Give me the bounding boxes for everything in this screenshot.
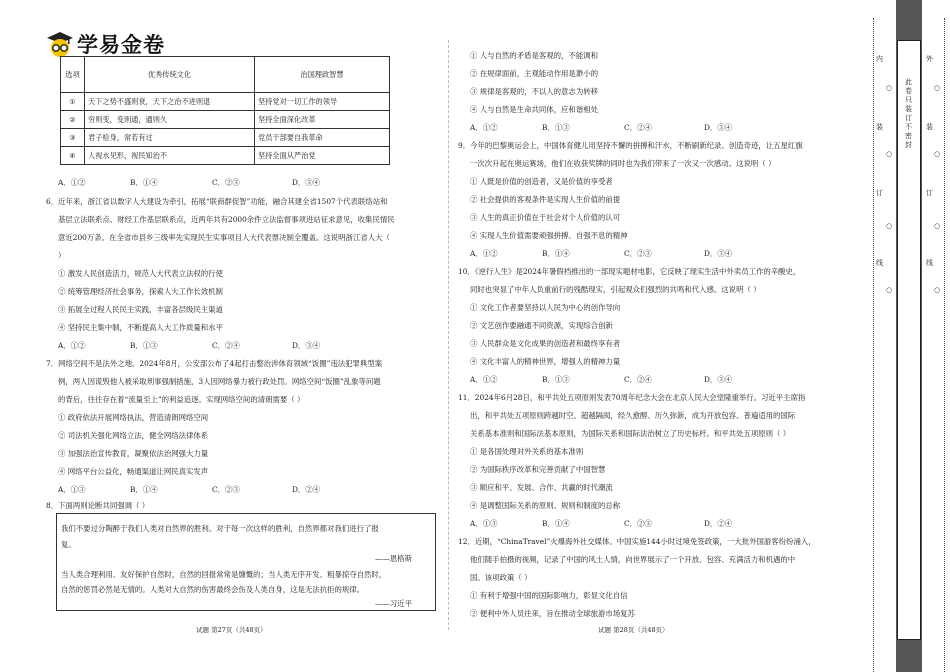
logo-text: 学易金卷	[77, 33, 165, 57]
table-cell: 天下之势不盛则衰，天下之治不进则退	[85, 93, 255, 111]
answer-b: B．①④	[542, 519, 570, 528]
question-stem: 12．近期，“ChinaTravel”火爆海外社交媒体。中国实施144小时过境免签政策，一大批外国游客纷纷涌入，	[458, 537, 816, 546]
question-stem: 9．今年的巴黎奥运会上，中国体育健儿用坚持不懈的拼搏和汗水，不断刷新纪录、创造奇迹，让五星红旗	[458, 141, 803, 150]
table-cell: 坚持全面从严治党	[255, 147, 390, 165]
table-cell: 穷则变，变则通，通则久	[85, 111, 255, 129]
answer-d: D．③④	[292, 341, 321, 350]
question-option: ③ 规律是客观的，不以人的意志为转移	[470, 87, 598, 96]
binding-word: 线	[876, 259, 883, 267]
question-option: ① 政府依法开展网络执法，营造清朗网络空间	[58, 413, 209, 422]
table-cell: 君子检身，常若有过	[85, 129, 255, 147]
binding-circle: ○	[934, 84, 941, 92]
quote-author: ——习近平	[375, 599, 412, 608]
answer-d: D．③④	[704, 375, 733, 384]
answer-a: A．①②	[58, 178, 86, 187]
answer-b: B．①③	[542, 375, 570, 384]
question-stem: 意近200万条。在全省市县乡三级率先实现民生实事项目人大代表票决制全覆盖。这说明浙江省人大（	[58, 233, 390, 242]
question-option: ② 统筹管理经济社会事务，探索人大工作长效机制	[58, 287, 223, 296]
table-cell: 党员干部要自我革命	[255, 129, 390, 147]
quote-text: 当人类合理利用、友好保护自然时，自然的回报常常是慷慨的；当人类无序开发、粗暴掠夺自然时，	[61, 570, 387, 579]
answer-d: D．②④	[292, 485, 321, 494]
quote-box	[56, 513, 436, 611]
question-option: ② 在规律面前，主观能动作用是渺小的	[470, 69, 598, 78]
answer-c: C．②④	[624, 375, 652, 384]
question-option: ③ 人生的真正价值在于社会对个人价值的认可	[470, 213, 621, 222]
question-stem: 7．网络空间不是法外之地。2024年8月，公安部公布了4起打击整治涉体育领域“饭圈”违法犯罪典型案	[46, 359, 383, 368]
question-option: ② 便利中外人员往来，旨在推动全球旅游市场复苏	[470, 609, 635, 618]
table-cell: ④	[61, 147, 85, 165]
question-stem: 关系基本准则和国际法基本原则，为国际关系和国际法治树立了历史标杆。和平共处五项原则（ ）	[470, 429, 791, 438]
answer-b: B．①③	[542, 123, 570, 132]
table-cell: 坚持党对一切工作的领导	[255, 93, 390, 111]
question-stem: 他们随手拍摄的视频，记录了中国的风土人情，向世界展示了一个开放、包容、充满活力和机遇的中	[470, 555, 796, 564]
question-stem: 11．2024年6月28日，和平共处五项原则发表70周年纪念大会在北京人民大会堂隆重举行。习近平主席指	[458, 393, 806, 402]
quote-text: 自然的惩罚必然是无情的。人类对大自然的伤害最终会伤及人类自身，这是无法抗拒的规律。	[61, 585, 365, 594]
table-header-culture: 优秀传统文化	[85, 57, 255, 93]
answer-d: D．③④	[704, 123, 733, 132]
binding-circle: ○	[934, 286, 941, 294]
question-option: ① 激发人民创造活力，规范人大代表立法权的行使	[58, 269, 223, 278]
table-cell: 人视水见形，视民知治不	[85, 147, 255, 165]
answer-c: C．②④	[212, 341, 240, 350]
binding-circle: ○	[934, 150, 941, 158]
question-option: ① 文化工作者要坚持以人民为中心的创作导向	[470, 303, 621, 312]
page-footer: 试题 第28页（共48页）	[598, 626, 669, 634]
question-stem: 国。该项政策（ ）	[470, 573, 532, 582]
answer-a: A．①③	[470, 519, 498, 528]
table-row	[61, 129, 390, 147]
answer-d: D．②④	[704, 519, 733, 528]
question-option: ② 为国际秩序改革和完善贡献了中国智慧	[470, 465, 606, 474]
question-option: ② 司法机关强化网络立法，健全网络法律体系	[58, 431, 209, 440]
quote-author: ——恩格斯	[375, 554, 412, 563]
logo	[46, 30, 165, 58]
answer-a: A．①②	[470, 249, 498, 258]
binding-word: 内	[876, 55, 883, 63]
binding-line-outer	[873, 18, 874, 672]
quote-text: 复。	[61, 540, 76, 549]
table-row	[61, 147, 390, 165]
page-footer: 试题 第27页（共48页）	[196, 626, 267, 634]
table-cell: ①	[61, 93, 85, 111]
question-stem: 同时也突显了中年人负重前行的残酷现实，引起观众们强烈的共鸣和代入感。这说明（ ）	[470, 285, 761, 294]
binding-word: 外	[926, 55, 933, 63]
answer-d: D．③④	[704, 249, 733, 258]
answer-b: B．①③	[130, 341, 158, 350]
question-stem: 的背后，往往存在着“流量至上”的利益追逐。实现网络空间的清朗需要（ ）	[58, 395, 305, 404]
binding-strip-text: 此卷只装订不密封	[905, 78, 912, 149]
question-option: ③ 加强法治宣传教育，凝聚依法治网强大力量	[58, 449, 209, 458]
answer-d: D．③④	[292, 178, 321, 187]
question-option: ③ 人民群众是文化成果的创造者和最终享有者	[470, 339, 621, 348]
binding-circle: ○	[886, 150, 893, 158]
question-option: ② 社会提供的客观条件是实现人生价值的前提	[470, 195, 621, 204]
question-stem: 10．《逆行人生》是2024年暑假档推出的一部现实题材电影，它反映了现实生活中外卖员工作的辛酸史，	[458, 267, 801, 276]
binding-circle: ○	[934, 222, 941, 230]
binding-word: 订	[926, 189, 933, 197]
answer-b: B．①④	[130, 178, 158, 187]
answer-c: C．②③	[624, 249, 652, 258]
question-stem: 例，两人因谎毁他人被采取刑事强制措施，3人因网络暴力被行政处罚。网络空间“饭圈”乱象等问题	[58, 377, 381, 386]
question-option: ④ 是调整国际关系的原则、规则和制度的总称	[470, 501, 621, 510]
question-option: ② 文艺创作要融通不同资源，实现综合创新	[470, 321, 613, 330]
answer-c: C．②③	[212, 178, 240, 187]
question-option: ① 人与自然的矛盾是客观的，不能调和	[470, 51, 598, 60]
answer-c: C．②③	[624, 519, 652, 528]
table-header-governance: 治国理政智慧	[255, 57, 390, 93]
answer-b: B．①④	[130, 485, 158, 494]
answer-a: A．①③	[58, 485, 86, 494]
question-stem: ）	[58, 251, 66, 260]
binding-word: 线	[926, 259, 933, 267]
quote-text: 我们不要过分陶醉于我们人类对自然界的胜利。对于每一次这样的胜利，自然界都对我们进行了报	[61, 524, 379, 533]
question-option: ④ 坚持民主集中制，不断提高人大工作质量和水平	[58, 323, 223, 332]
question-option: ③ 顺应和平、发展、合作、共赢的时代潮流	[470, 483, 613, 492]
answer-a: A．①②	[470, 123, 498, 132]
question-stem: 6．近年来，浙江省以数字人大建设为牵引，拓展“联商群促智”功能，融合其建全省1507个代表联络站和	[46, 197, 388, 206]
table-cell: ②	[61, 111, 85, 129]
binding-word: 订	[876, 189, 883, 197]
question-option: ④ 人与自然是生命共同体，应和谐相处	[470, 105, 598, 114]
table-row	[61, 111, 390, 129]
question-stem: 8．下面两则论断共同强调（ ）	[46, 501, 150, 510]
answer-a: A．①②	[58, 341, 86, 350]
binding-circle: ○	[886, 84, 893, 92]
binding-line-inner	[944, 18, 945, 672]
question-option: ④ 实现人生价值需要顽强拼搏、自强不息的精神	[470, 231, 628, 240]
table-cell: ③	[61, 129, 85, 147]
table-header-option: 选项	[61, 57, 85, 93]
binding-circle: ○	[886, 286, 893, 294]
answer-a: A．①②	[470, 375, 498, 384]
answer-c: C．②④	[624, 123, 652, 132]
question-stem: 出，和平共处五项原则跨越时空、超越隔阂，经久愈醇、历久弥新，成为开放包容、普遍适用的国际	[470, 411, 796, 420]
options-table	[60, 56, 390, 165]
column-divider	[448, 40, 449, 630]
binding-circle: ○	[886, 222, 893, 230]
question-stem: 一次次升起在奥运赛场，他们在收获奖牌的同时也为我们带来了一次又一次感动。这说明（ ）	[470, 159, 776, 168]
question-option: ① 有利于增强中国的国际影响力，彰显文化自信	[470, 591, 628, 600]
binding-word: 装	[876, 123, 883, 131]
question-option: ① 人既是价值的创造者，又是价值的享受者	[470, 177, 613, 186]
binding-word: 装	[926, 123, 933, 131]
table-header-row	[61, 57, 390, 93]
question-option: ③ 拓展全过程人民民主实践，丰富各层级民主渠道	[58, 305, 223, 314]
answer-b: B．①④	[542, 249, 570, 258]
table-row	[61, 93, 390, 111]
question-option: ① 是各国处理对外关系的基本准则	[470, 447, 584, 456]
question-option: ④ 网络平台公益化，畅通渠道让网民真实发声	[58, 467, 209, 476]
question-stem: 基层立法联系点、财经工作基层联系点，近两年共有2000余件立法监督事项进站征求意见，收集民情民	[58, 215, 395, 224]
answer-c: C．②③	[212, 485, 240, 494]
question-option: ④ 文化丰富人的精神世界，增强人的精神力量	[470, 357, 621, 366]
cap-and-glasses-logo-icon	[46, 30, 74, 58]
table-cell: 坚持全面深化改革	[255, 111, 390, 129]
